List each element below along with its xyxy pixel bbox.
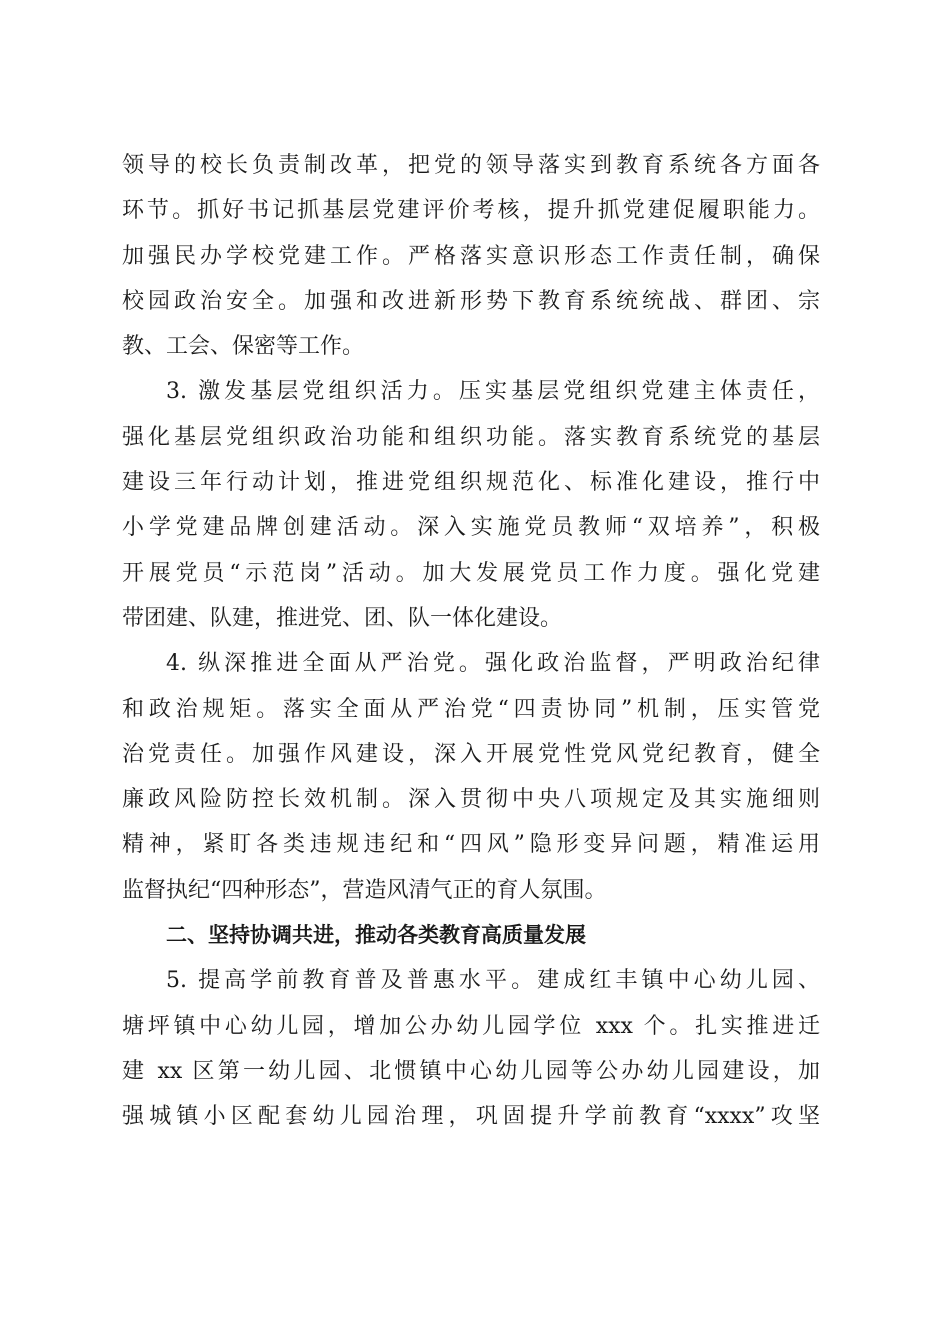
text-line: 教、工会、保密等工作。 — [122, 334, 365, 360]
text-line: 4. 纵深推进全面从严治党。强化政治监督，严明政治纪律 — [166, 651, 820, 677]
text-line: 开展党员“示范岗”活动。加大发展党员工作力度。强化党建 — [122, 560, 820, 586]
text-line: 3. 激发基层党组织活力。压实基层党组织党建主体责任， — [166, 379, 820, 405]
paragraph-item-5 — [122, 958, 820, 1139]
text-line: 精神，紧盯各类违规违纪和“四风”隐形变异问题，精准运用 — [122, 832, 820, 858]
text-line: 和政治规矩。落实全面从严治党“四责协同”机制，压实管党 — [122, 696, 820, 722]
paragraph-party-leadership-continued — [122, 143, 820, 369]
text-line: 塘坪镇中心幼儿园，增加公办幼儿园学位 xxx 个。扎实推进迁 — [122, 1013, 820, 1039]
text-line: 建设三年行动计划，推进党组织规范化、标准化建设，推行中 — [122, 470, 820, 496]
text-line: 环节。抓好书记抓基层党建评价考核，提升抓党建促履职能力。 — [122, 198, 820, 224]
document-body — [122, 143, 820, 1140]
section-heading-2 — [122, 913, 820, 958]
text-line: 强化基层党组织政治功能和组织功能。落实教育系统党的基层 — [122, 424, 820, 450]
text-line: 强城镇小区配套幼儿园治理，巩固提升学前教育“xxxx”攻坚 — [122, 1104, 820, 1130]
text-line: 监督执纪“四种形态”，营造风清气正的育人氛围。 — [122, 877, 607, 903]
text-line: 加强民办学校党建工作。严格落实意识形态工作责任制，确保 — [122, 243, 820, 269]
paragraph-item-3 — [122, 369, 820, 641]
text-line: 治党责任。加强作风建设，深入开展党性党风党纪教育，健全 — [122, 741, 820, 767]
text-line: 校园政治安全。加强和改进新形势下教育系统统战、群团、宗 — [122, 288, 820, 314]
text-line: 5. 提高学前教育普及普惠水平。建成红丰镇中心幼儿园、 — [166, 968, 820, 994]
text-line: 建 xx 区第一幼儿园、北惯镇中心幼儿园等公办幼儿园建设，加 — [122, 1058, 820, 1084]
section-heading-text: 二、坚持协调共进，推动各类教育高质量发展 — [166, 923, 586, 948]
text-line: 带团建、队建，推进党、团、队一体化建设。 — [122, 605, 563, 631]
text-line: 领导的校长负责制改革，把党的领导落实到教育系统各方面各 — [122, 153, 820, 178]
paragraph-item-4 — [122, 641, 820, 913]
text-line: 廉政风险防控长效机制。深入贯彻中央八项规定及其实施细则 — [122, 787, 820, 813]
text-line: 小学党建品牌创建活动。深入实施党员教师“双培养”，积极 — [122, 515, 820, 541]
